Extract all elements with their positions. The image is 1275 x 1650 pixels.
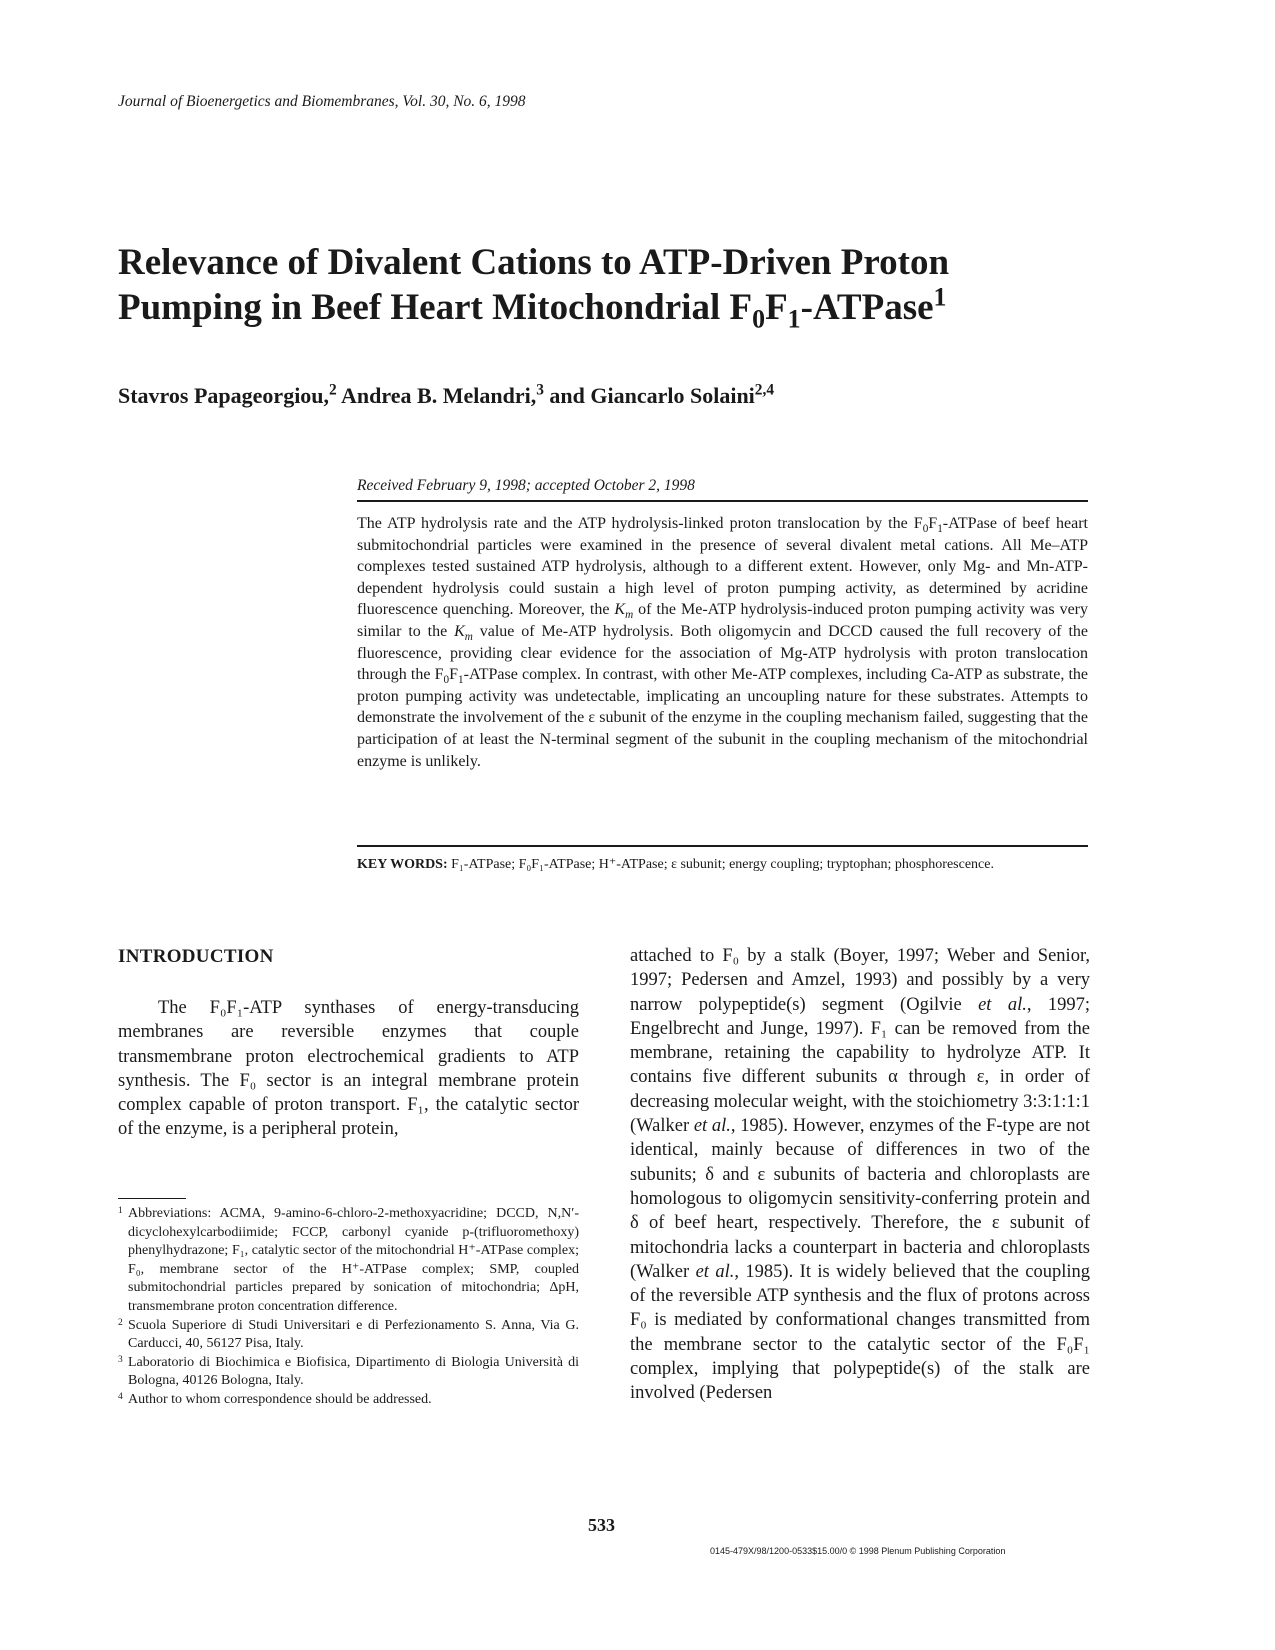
title-line-2: Pumping in Beef Heart Mitochondrial $F_0F_1-ATPase^1$	[118, 282, 947, 334]
intro-paragraph: The F₀F₁-ATP synthases of energy-transducing membranes are reversible enzymes that couple transmembrane proton electrochemical gradients to ATP synthesis. The F₀ sector is an integral membrane protein complex capable of proton transport. F₁, the catalytic sector of the enzyme, is a peripheral protein,	[118, 998, 579, 1140]
title-line-1: Relevance of Divalent Cations to ATP-Driven Proton	[118, 242, 950, 283]
article-title	[118, 240, 1118, 334]
page-number: 533	[588, 1515, 615, 1535]
footnote: 3 Laboratorio di Biochimica e Biofisica, Dipartimento di Biologia Università di Bologna, 40126 Bologna, Italy.	[118, 1354, 579, 1389]
intro-left-column	[118, 996, 579, 1142]
footnote: 2 Scuola Superiore di Studi Universitari e di Perfezionamento S. Anna, Via G. Carducci, 40, 56127 Pisa, Italy.	[118, 1317, 579, 1352]
intro-right-column: attached to F₀ by a stalk (Boyer, 1997; Weber and Senior, 1997; Pedersen and Amzel, 1993) and possibly by a very narrow polypeptide(s) segment (Ogilvie et al., 1997; Engelbrecht and Junge, 1997). F₁ can be removed from the membrane, retaining the capability to hydrolyze ATP. It contains five different subunits α through ε, in order of decreasing molecular weight, with the stoichiometry 3:3:1:1:1 (Walker et al., 1985). However, enzymes of the F-type are not identical, mainly because of differences in two of the subunits; δ and ε subunits of bacteria and chloroplasts are homologous to oligomycin sensitivity-conferring protein and δ of beef heart, respectively. Therefore, the ε subunit of mitochondria lacks a counterpart in bacteria and chloroplasts (Walker et al., 1985). It is widely believed that the coupling of the reversible ATP synthesis and the flux of protons across F₀ is mediated by conformational changes transmitted from the membrane sector to the catalytic sector of the F₀F₁ complex, implying that polypeptide(s) of the stalk are involved (Pedersen	[630, 946, 1090, 1404]
received-date: Received February 9, 1998; accepted October 2, 1998	[357, 477, 695, 494]
footnote: 1 Abbreviations: ACMA, 9-amino-6-chloro-2-methoxyacridine; DCCD, N,N′-dicyclohexylcarbodiimide; FCCP, carbonyl cyanide p-(trifluoromethoxy) phenylhydrazone; F₁, catalytic sector of the mitochondrial H⁺-ATPase complex; F₀, membrane sector of the H⁺-ATPase complex; SMP, coupled submitochondrial particles prepared by sonication of mitochondria; ΔpH, transmembrane proton concentration difference.	[118, 1206, 579, 1314]
footnote-rule	[118, 1198, 186, 1199]
copyright-line: 0145-479X/98/1200-0533$15.00/0 © 1998 Plenum Publishing Corporation	[710, 1546, 1006, 1556]
abstract: The ATP hydrolysis rate and the ATP hydrolysis-linked proton translocation by the $F_0F_1$-ATPase of beef heart submitochondrial particles were examined in the presence of several divalent metal cations. All Me–ATP complexes tested sustained ATP hydrolysis, although to a different extent. However, only Mg- and Mn-ATP-dependent hydrolysis could sustain a high level of proton pumping activity, as determined by acridine fluorescence quenching. Moreover, the $K_m$ of the Me-ATP hydrolysis-induced proton pumping activity was very similar to the $K_m$ value of Me-ATP hydrolysis. Both oligomycin and DCCD caused the full recovery of the fluorescence, providing clear evidence for the association of Mg-ATP hydrolysis with proton translocation through the $F_0F_1$-ATPase complex. In contrast, with other Me-ATP complexes, including Ca-ATP as substrate, the proton pumping activity was undetectable, implicating an uncoupling nature for these substrates. Attempts to demonstrate the involvement of the ε subunit of the enzyme in the coupling mechanism failed, suggesting that the participation of at least the N-terminal segment of the subunit in the coupling mechanism of the mitochondrial enzyme is unlikely.	[357, 515, 1089, 770]
abstract-bottom-rule	[357, 845, 1088, 847]
journal-header: Journal of Bioenergetics and Biomembranes, Vol. 30, No. 6, 1998	[118, 93, 526, 110]
section-heading-introduction: INTRODUCTION	[118, 946, 274, 967]
footnotes	[118, 1205, 579, 1410]
footnote: 4 Author to whom correspondence should be addressed.	[118, 1391, 432, 1407]
abstract-top-rule	[357, 500, 1088, 502]
keywords: KEY WORDS: F₁-ATPase; F₀F₁-ATPase; H⁺-ATPase; ε subunit; energy coupling; tryptophan; phosphorescence.	[357, 857, 994, 872]
author-list: Stavros Papageorgiou,$^2$ Andrea B. Melandri,$^3$ and Giancarlo Solaini$^{2,4}$	[118, 381, 775, 408]
